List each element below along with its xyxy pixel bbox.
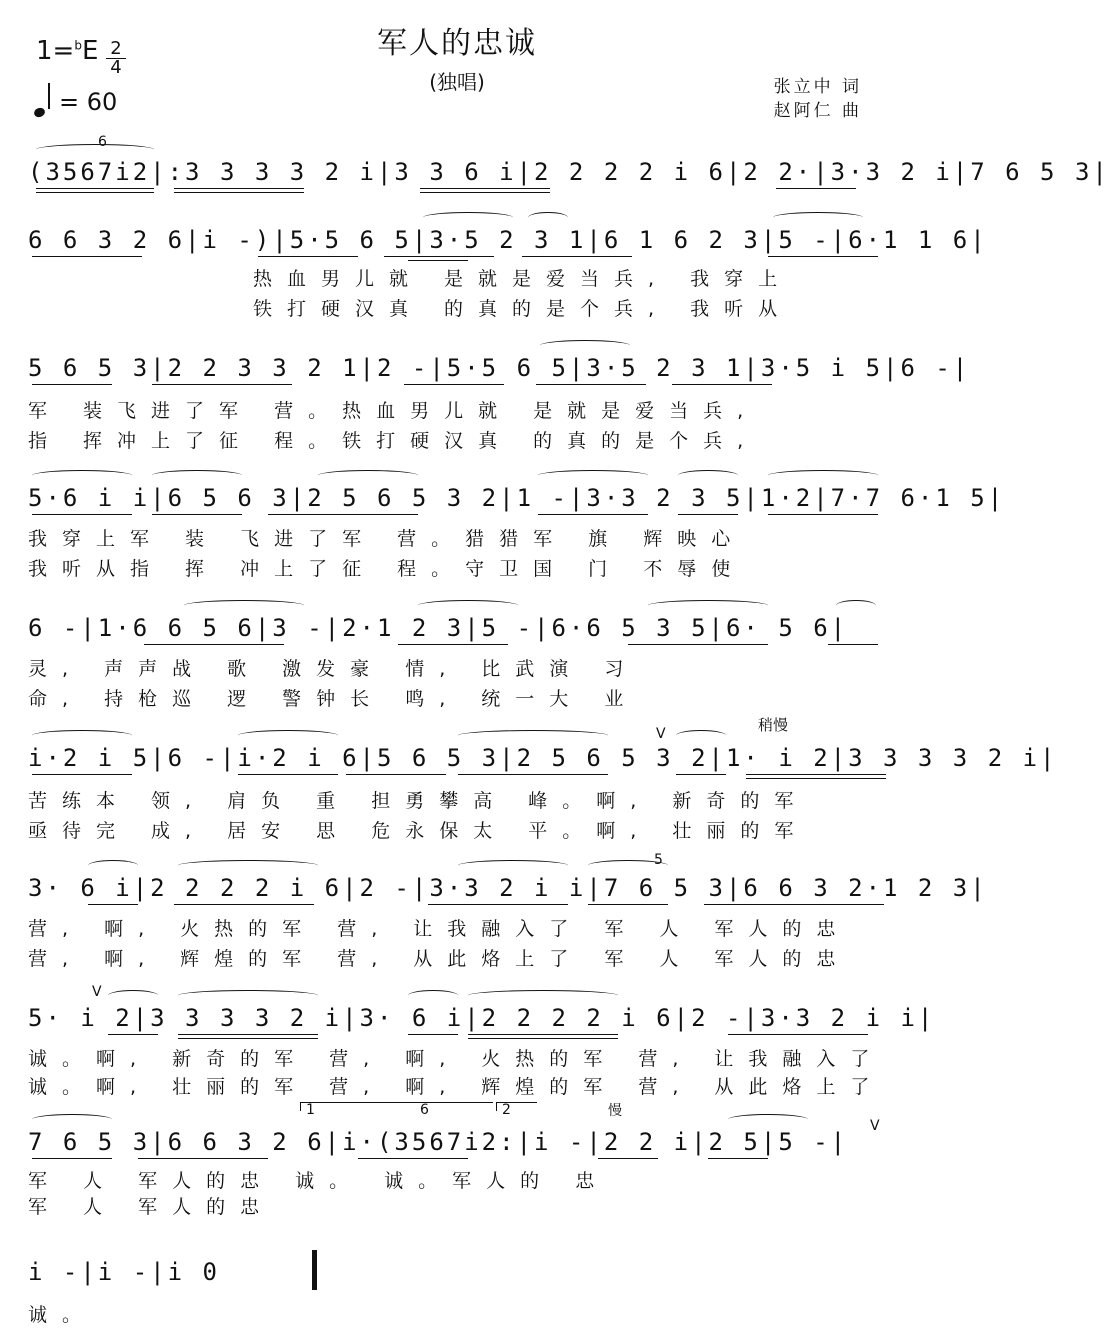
beam [358, 1158, 468, 1159]
lyrics-verse-2: 军 人 军人的忠 [28, 1196, 275, 1218]
final-barline [312, 1250, 317, 1290]
lyrics-verse-2: 亟待完 成, 居安 思 危永保太 平。啊, 壮丽的军 [28, 820, 809, 842]
beam [32, 1158, 112, 1159]
beam [346, 774, 446, 775]
notation-line: 5·6 i i|6 5 6 3|2 5 6 5 3 2|1 -|3·3 2 3 5|1·2|7·7 6·1 5| [28, 484, 1006, 512]
beam [144, 644, 284, 645]
beam [420, 192, 550, 193]
slur [88, 860, 138, 871]
slur [32, 470, 132, 481]
lyrics-verse-1: 军 装飞进了军 营。热血男儿就 是就是爱当兵, [28, 400, 759, 422]
tuplet-mark: 6 [98, 134, 107, 150]
slur [152, 470, 242, 481]
notation-line: 6 6 3 2 6|i -)|5·5 6 5|3·5 2 3 1|6 1 6 2 3|5 -|6·1 1 6| [28, 226, 988, 254]
slur [588, 860, 668, 871]
beam [408, 1034, 458, 1035]
lyrics-verse-1: 军 人 军人的忠 诚。 诚。军人的 忠 [28, 1170, 610, 1192]
beam [398, 644, 508, 645]
slur [468, 990, 618, 1001]
beam [704, 904, 884, 905]
beam [238, 774, 338, 775]
beam [678, 514, 738, 515]
slur [458, 730, 608, 741]
beam [174, 192, 304, 193]
time-signature [106, 40, 126, 77]
beam [676, 774, 726, 775]
slur [423, 212, 513, 223]
beam [36, 192, 154, 193]
slur [36, 144, 154, 155]
slur [538, 470, 648, 481]
beam [746, 778, 886, 779]
beam [408, 260, 468, 261]
beam [152, 514, 242, 515]
slur [408, 990, 458, 1001]
lyrics-verse-1: 诚。啊, 新奇的军 营, 啊, 火热的军 营, 让我融入了 [28, 1048, 885, 1070]
composer-credit: 赵阿仁 曲 [773, 101, 862, 121]
beam [32, 514, 132, 515]
key-note: E [81, 36, 99, 66]
volta-bracket-1 [300, 1102, 493, 1111]
beam [728, 1034, 868, 1035]
notation-line: 5 6 5 3|2 2 3 3 2 1|2 -|5·5 6 5|3·5 2 3 1|3·5 i 5|6 -| [28, 354, 971, 382]
fermata-slur [728, 1114, 808, 1125]
volta-1-label: 1 [306, 1102, 315, 1118]
slur [458, 860, 568, 871]
breath-mark: V [870, 1118, 880, 1134]
beam [538, 514, 648, 515]
notation-line: i -|i -|i 0 [28, 1258, 220, 1286]
note-stem [48, 83, 50, 109]
notation-line: (3567i2|:3 3 3 3 2 i|3 3 6 i|2 2 2 2 i 6|2 2·|3·3 2 i|7 6 5 3| [28, 158, 1110, 186]
notation-line: 7 6 5 3|6 6 3 2 6|i·(3567i2:|i -|2 2 i|2 5|5 -| [28, 1128, 849, 1156]
slur [178, 860, 318, 871]
beam [178, 1038, 318, 1039]
notation-line: 6 -|1·6 6 5 6|3 -|2·1 2 3|5 -|6·6 5 3 5|6· 5 6| [28, 614, 849, 642]
slur [528, 212, 568, 223]
tempo-marking [34, 88, 117, 116]
beam [672, 384, 772, 385]
lyrics-verse-1: 诚。 [28, 1304, 97, 1326]
lyrics-verse-2: 诚。啊, 壮丽的军 营, 啊, 辉煌的军 营, 从此烙上了 [28, 1076, 885, 1098]
beam [108, 1034, 158, 1035]
beam [708, 1158, 768, 1159]
breath-mark: V [656, 726, 666, 742]
beam [384, 256, 494, 257]
beam [776, 188, 856, 189]
beam [32, 774, 132, 775]
slur [108, 990, 158, 1001]
slur [773, 212, 863, 223]
tempo-slower-mark: 稍慢 [758, 716, 789, 734]
slur [678, 470, 738, 481]
lyrics-verse-2: 指 挥冲上了征 程。铁打硬汉真 的真的是个兵, [28, 430, 759, 452]
slur [418, 600, 518, 611]
slur [540, 340, 630, 351]
lyrics-verse-2: 我听从指 挥 冲上了征 程。守卫国 门 不辱使 [28, 558, 746, 580]
key-signature [36, 36, 98, 66]
beam [268, 514, 418, 515]
beam [746, 774, 886, 775]
beam [152, 384, 292, 385]
beam [598, 1158, 658, 1159]
slur [768, 470, 878, 481]
slur [318, 470, 418, 481]
beam [420, 188, 550, 189]
quarter-note-icon [33, 106, 46, 118]
tempo-slow-mark: 慢 [608, 1103, 622, 1119]
beam [174, 188, 304, 189]
beam [458, 774, 608, 775]
volta-2-label: 2 [502, 1102, 511, 1118]
beam [468, 1034, 618, 1035]
notation-line: 3· 6 i|2 2 2 2 i 6|2 -|3·3 2 i i|7 6 5 3|6 6 3 2·1 2 3| [28, 874, 988, 902]
slur [238, 730, 338, 741]
beam [174, 904, 314, 905]
time-top: 2 [106, 40, 126, 59]
lyrics-verse-2: 命, 持枪巡 逻 警钟长 鸣, 统一大 业 [28, 688, 639, 710]
lyrics-verse-1: 热血男儿就 是就是爱当兵, 我穿上 [253, 268, 793, 290]
beam [428, 904, 568, 905]
notation-line: 5· i 2|3 3 3 3 2 i|3· 6 i|2 2 2 2 i 6|2 -|3·3 2 i i| [28, 1004, 936, 1032]
beam [178, 1034, 318, 1035]
beam [468, 1038, 618, 1039]
key-label: 1= [36, 36, 75, 66]
slur [32, 730, 132, 741]
lyricist-credit: 张立中 词 [773, 77, 862, 97]
beam [36, 188, 154, 189]
beam [258, 256, 358, 257]
beam [138, 1158, 268, 1159]
beam [32, 256, 142, 257]
slur [648, 600, 768, 611]
beam [32, 384, 112, 385]
song-title: 军人的忠诚 [377, 26, 537, 61]
lyrics-verse-2: 营, 啊, 辉煌的军 营, 从此烙上了 军 人 军人的忠 [28, 948, 851, 970]
time-bottom: 4 [110, 57, 122, 78]
slur [32, 1114, 112, 1125]
tuplet-mark: 6 [420, 1102, 429, 1118]
song-subtitle: (独唱) [429, 70, 485, 94]
lyrics-verse-2: 铁打硬汉真 的真的是个兵, 我听从 [253, 298, 793, 320]
lyrics-verse-1: 苦练本 领, 肩负 重 担勇攀高 峰。啊, 新奇的军 [28, 790, 809, 812]
lyrics-verse-1: 我穿上军 装 飞进了军 营。猎猎军 旗 辉映心 [28, 528, 746, 550]
beam [536, 384, 646, 385]
slur [184, 600, 304, 611]
beam [88, 904, 138, 905]
beam [588, 904, 668, 905]
tempo-value: = 60 [59, 88, 118, 116]
slur [836, 600, 876, 611]
beam [828, 644, 878, 645]
breath-mark: V [92, 984, 102, 1000]
beam [768, 514, 878, 515]
beam [522, 256, 632, 257]
grace-note-mark: 5 [654, 852, 663, 868]
key-flat: b [74, 38, 82, 53]
slur [676, 730, 726, 741]
beam [768, 256, 878, 257]
beam [404, 384, 504, 385]
beam [628, 644, 768, 645]
lyrics-verse-1: 营, 啊, 火热的军 营, 让我融入了 军 人 军人的忠 [28, 918, 851, 940]
lyrics-verse-1: 灵, 声声战 歌 激发豪 情, 比武演 习 [28, 658, 639, 680]
slur [178, 990, 318, 1001]
notation-line: i·2 i 5|6 -|i·2 i 6|5 6 5 3|2 5 6 5 3 2|1· i 2|3 3 3 3 2 i| [28, 744, 1058, 772]
